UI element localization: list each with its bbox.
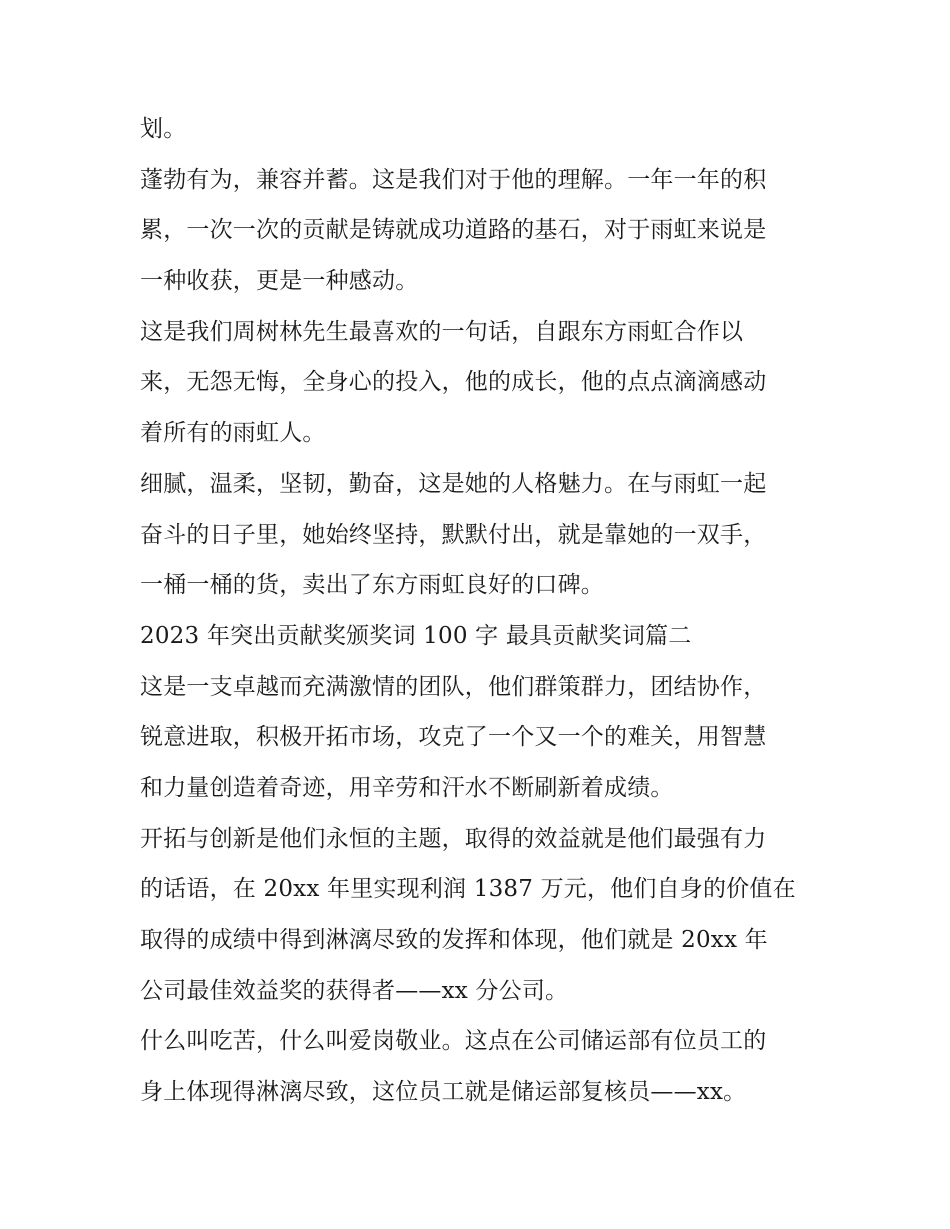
section-heading: 2023 年突出贡献奖颁奖词 100 字 最具贡献奖词篇二 — [140, 622, 692, 649]
text-line: 公司最佳效益奖的获得者——xx 分公司。 — [140, 977, 569, 1004]
text-line: 来，无怨无悔，全身心的投入，他的成长，他的点点滴滴感动 — [140, 369, 767, 396]
text-line: 这是一支卓越而充满激情的团队，他们群策群力，团结协作， — [140, 673, 767, 700]
text-line: 累，一次一次的贡献是铸就成功道路的基石，对于雨虹来说是 — [140, 217, 767, 244]
text-line: 一桶一桶的货，卖出了东方雨虹良好的口碑。 — [140, 572, 604, 599]
text-line: 着所有的雨虹人。 — [140, 420, 326, 447]
text-line: 这是我们周树林先生最喜欢的一句话，自跟东方雨虹合作以 — [140, 318, 744, 345]
text-line: 开拓与创新是他们永恒的主题，取得的效益就是他们最强有力 — [140, 825, 767, 852]
text-line: 什么叫吃苦，什么叫爱岗敬业。这点在公司储运部有位员工的 — [140, 1028, 767, 1055]
text-line: 身上体现得淋漓尽致，这位员工就是储运部复核员——xx。 — [140, 1079, 747, 1106]
text-line: 蓬勃有为，兼容并蓄。这是我们对于他的理解。一年一年的积 — [140, 166, 767, 193]
text-line: 锐意进取，积极开拓市场，攻克了一个又一个的难关，用智慧 — [140, 724, 767, 751]
text-line: 奋斗的日子里，她始终坚持，默默付出，就是靠她的一双手， — [140, 521, 767, 548]
text-line: 取得的成绩中得到淋漓尽致的发挥和体现，他们就是 20xx 年 — [140, 927, 768, 953]
text-line: 细腻，温柔，坚韧，勤奋，这是她的人格魅力。在与雨虹一起 — [140, 470, 767, 497]
text-line: 一种收获，更是一种感动。 — [140, 268, 419, 295]
document-body — [140, 104, 820, 1118]
text-line: 的话语，在 20xx 年里实现利润 1387 万元，他们自身的价值在 — [140, 876, 796, 903]
text-line: 划。 — [140, 116, 187, 142]
text-line: 和力量创造着奇迹，用辛劳和汗水不断刷新着成绩。 — [140, 774, 674, 801]
